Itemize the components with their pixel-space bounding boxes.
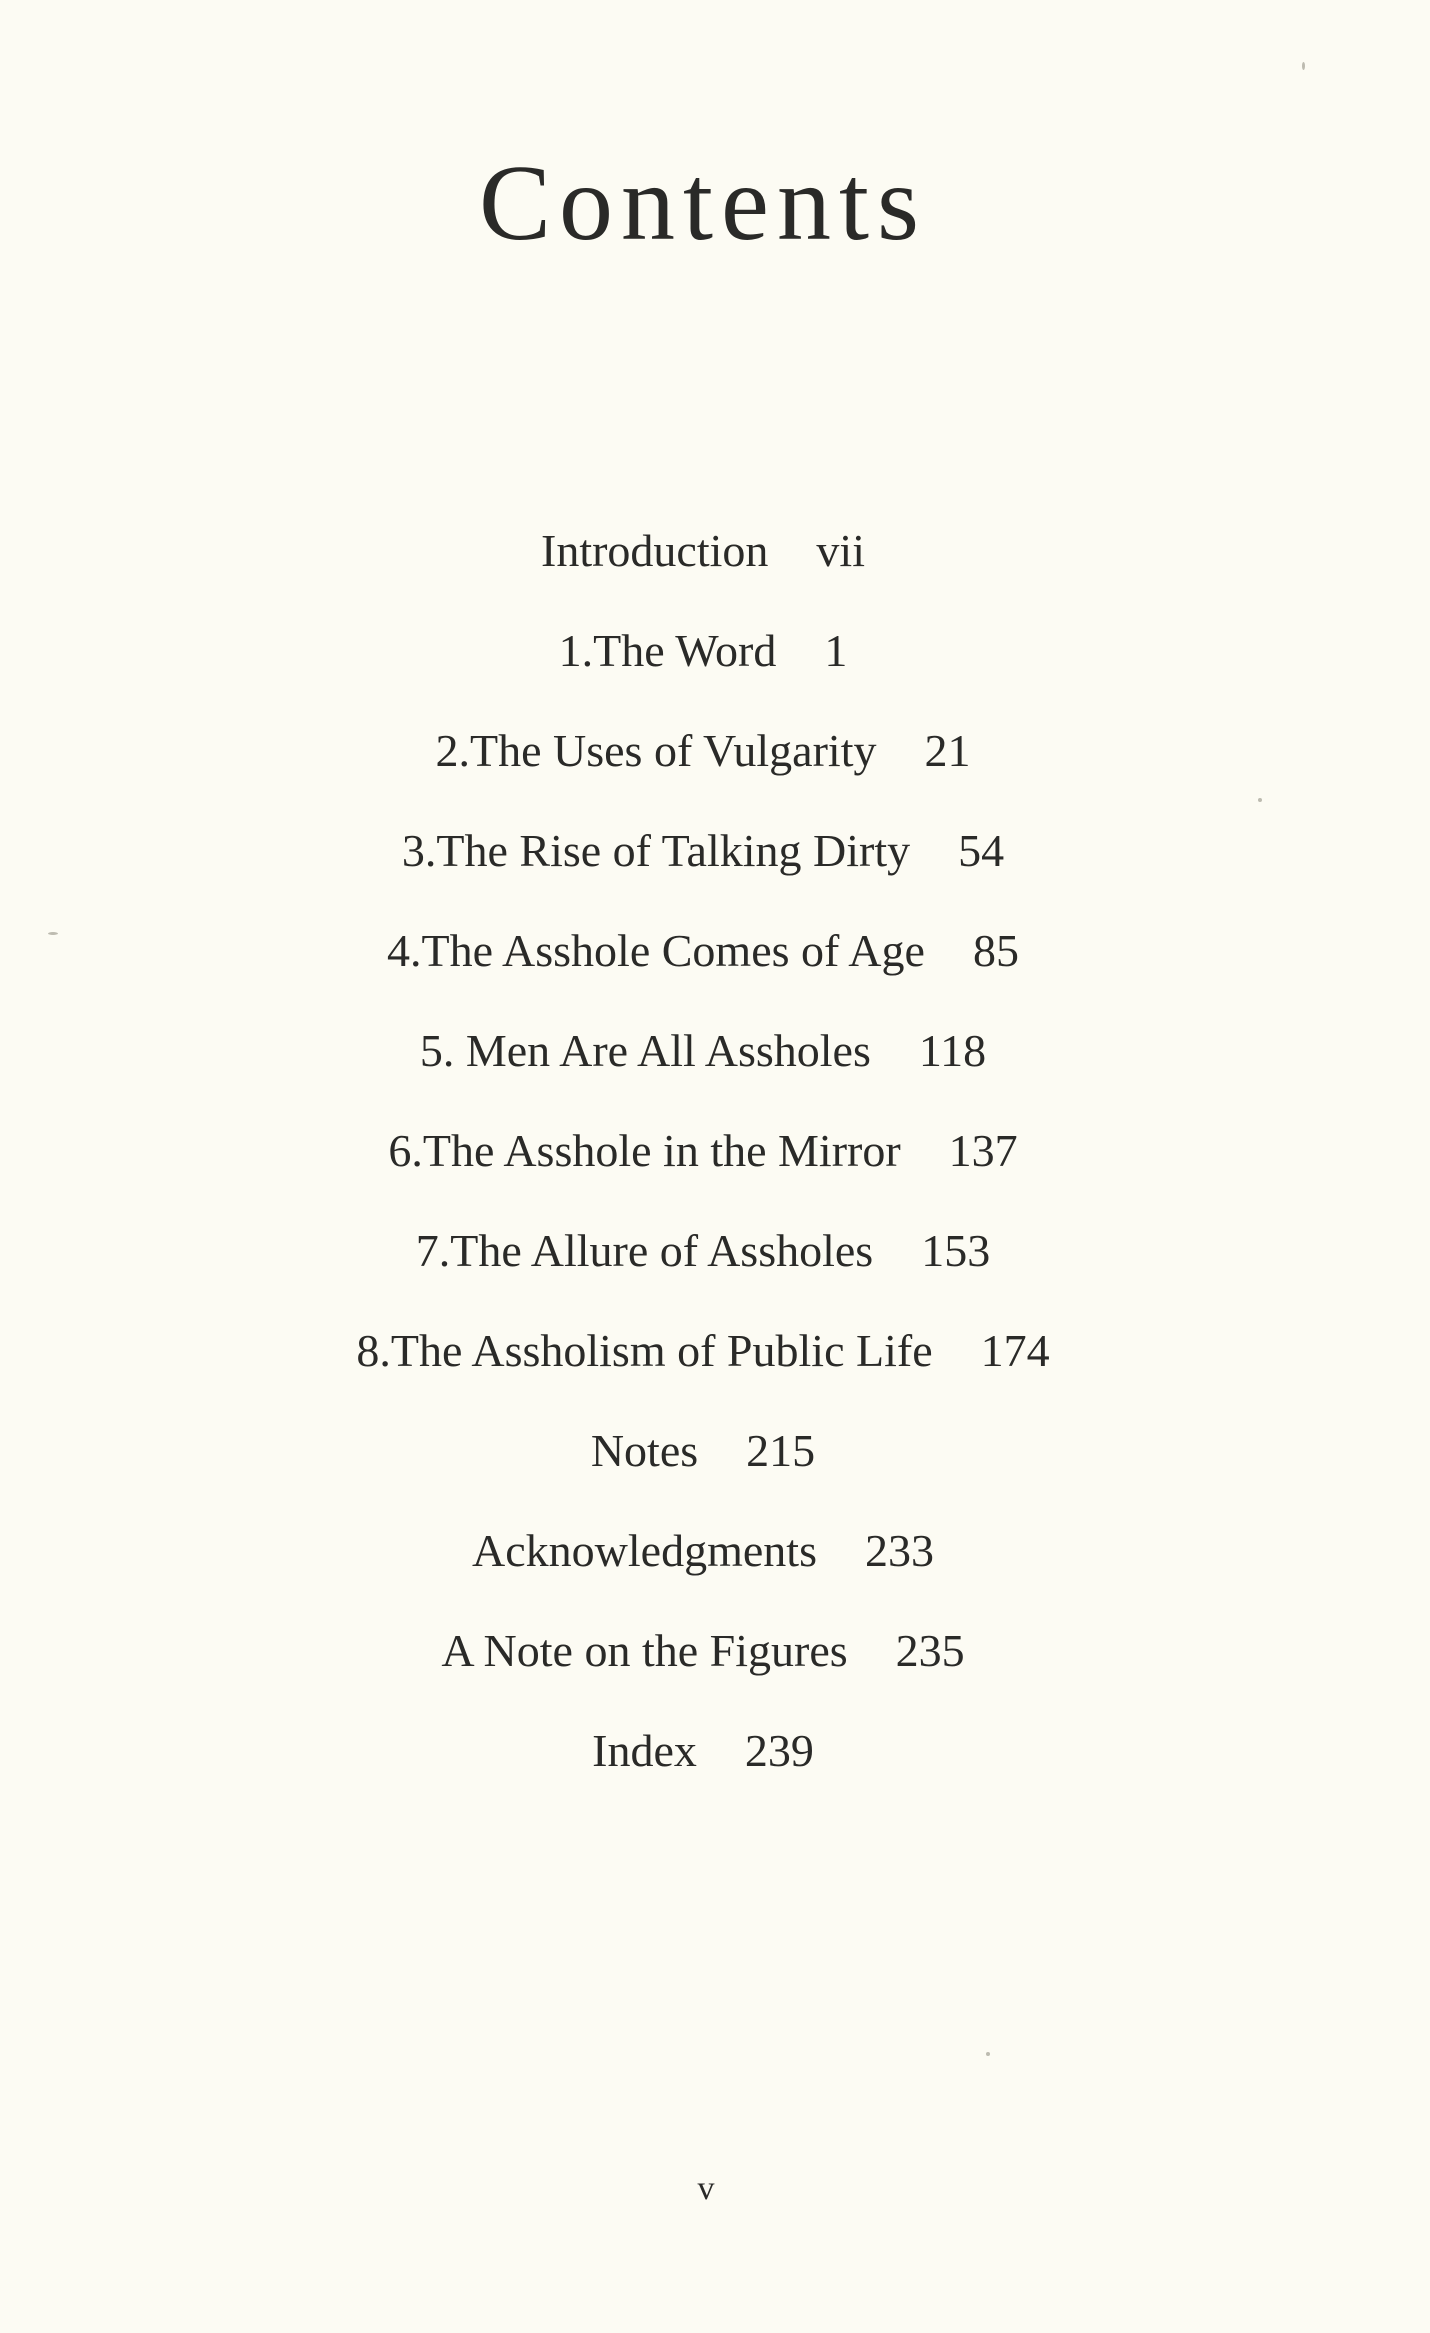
entry-page-number: 85 <box>972 925 1019 976</box>
entry-number: 6. <box>388 1125 423 1176</box>
entry-page-number: 21 <box>924 725 971 776</box>
entry-title: Men Are All Assholes <box>454 1025 871 1076</box>
toc-entry-index <box>0 1712 1406 1812</box>
entry-title: The Asshole Comes of Age <box>421 925 925 976</box>
entry-number: 4. <box>387 925 422 976</box>
paper-speck <box>986 2052 990 2056</box>
toc-entry-notes <box>0 1412 1406 1512</box>
toc-entry-note-on-figures <box>0 1612 1406 1712</box>
toc-entry-chapter-7 <box>0 1212 1406 1312</box>
toc-entry-chapter-2 <box>0 712 1406 812</box>
table-of-contents <box>0 512 1406 1812</box>
entry-title: Index <box>592 1725 697 1776</box>
entry-page-number: 235 <box>895 1625 965 1676</box>
entry-number: 8. <box>356 1325 391 1376</box>
entry-title: The Assholism of Public Life <box>390 1325 933 1376</box>
paper-speck <box>1302 62 1305 70</box>
entry-title: Introduction <box>541 525 769 576</box>
toc-entry-chapter-6 <box>0 1112 1406 1212</box>
entry-page-number: 239 <box>744 1725 814 1776</box>
toc-entry-chapter-4 <box>0 912 1406 1012</box>
toc-entry-chapter-1 <box>0 612 1406 712</box>
entry-number: 5. <box>419 1025 455 1076</box>
entry-title: A Note on the Figures <box>441 1625 848 1676</box>
entry-page-number: 118 <box>918 1025 987 1076</box>
paper-speck <box>48 932 58 935</box>
entry-title: The Uses of Vulgarity <box>470 725 877 776</box>
entry-title: The Allure of Assholes <box>450 1225 874 1276</box>
entry-title: The Rise of Talking Dirty <box>436 825 911 876</box>
entry-title: Acknowledgments <box>472 1525 817 1576</box>
entry-page-number: 153 <box>921 1225 991 1276</box>
entry-page-number: 233 <box>864 1525 934 1576</box>
paper-speck <box>1258 798 1262 802</box>
page-number: v <box>697 2170 715 2207</box>
entry-title: The Word <box>593 625 777 676</box>
entry-number: 2. <box>435 725 470 776</box>
entry-page-number: vii <box>816 525 865 576</box>
toc-entry-introduction <box>0 512 1406 612</box>
entry-number: 3. <box>401 825 437 876</box>
toc-entry-chapter-5 <box>0 1012 1406 1112</box>
page-title: Contents <box>478 144 927 263</box>
entry-page-number: 137 <box>948 1125 1018 1176</box>
entry-page-number: 215 <box>746 1425 816 1476</box>
entry-number: 1. <box>558 625 594 676</box>
entry-page-number: 1 <box>824 625 848 676</box>
toc-entry-chapter-8 <box>0 1312 1406 1412</box>
entry-title: The Asshole in the Mirror <box>422 1125 901 1176</box>
toc-entry-acknowledgments <box>0 1512 1406 1612</box>
entry-page-number: 54 <box>958 825 1005 876</box>
entry-page-number: 174 <box>980 1325 1050 1376</box>
toc-entry-chapter-3 <box>0 812 1406 912</box>
entry-number: 7. <box>415 1225 451 1276</box>
entry-title: Notes <box>590 1425 699 1476</box>
